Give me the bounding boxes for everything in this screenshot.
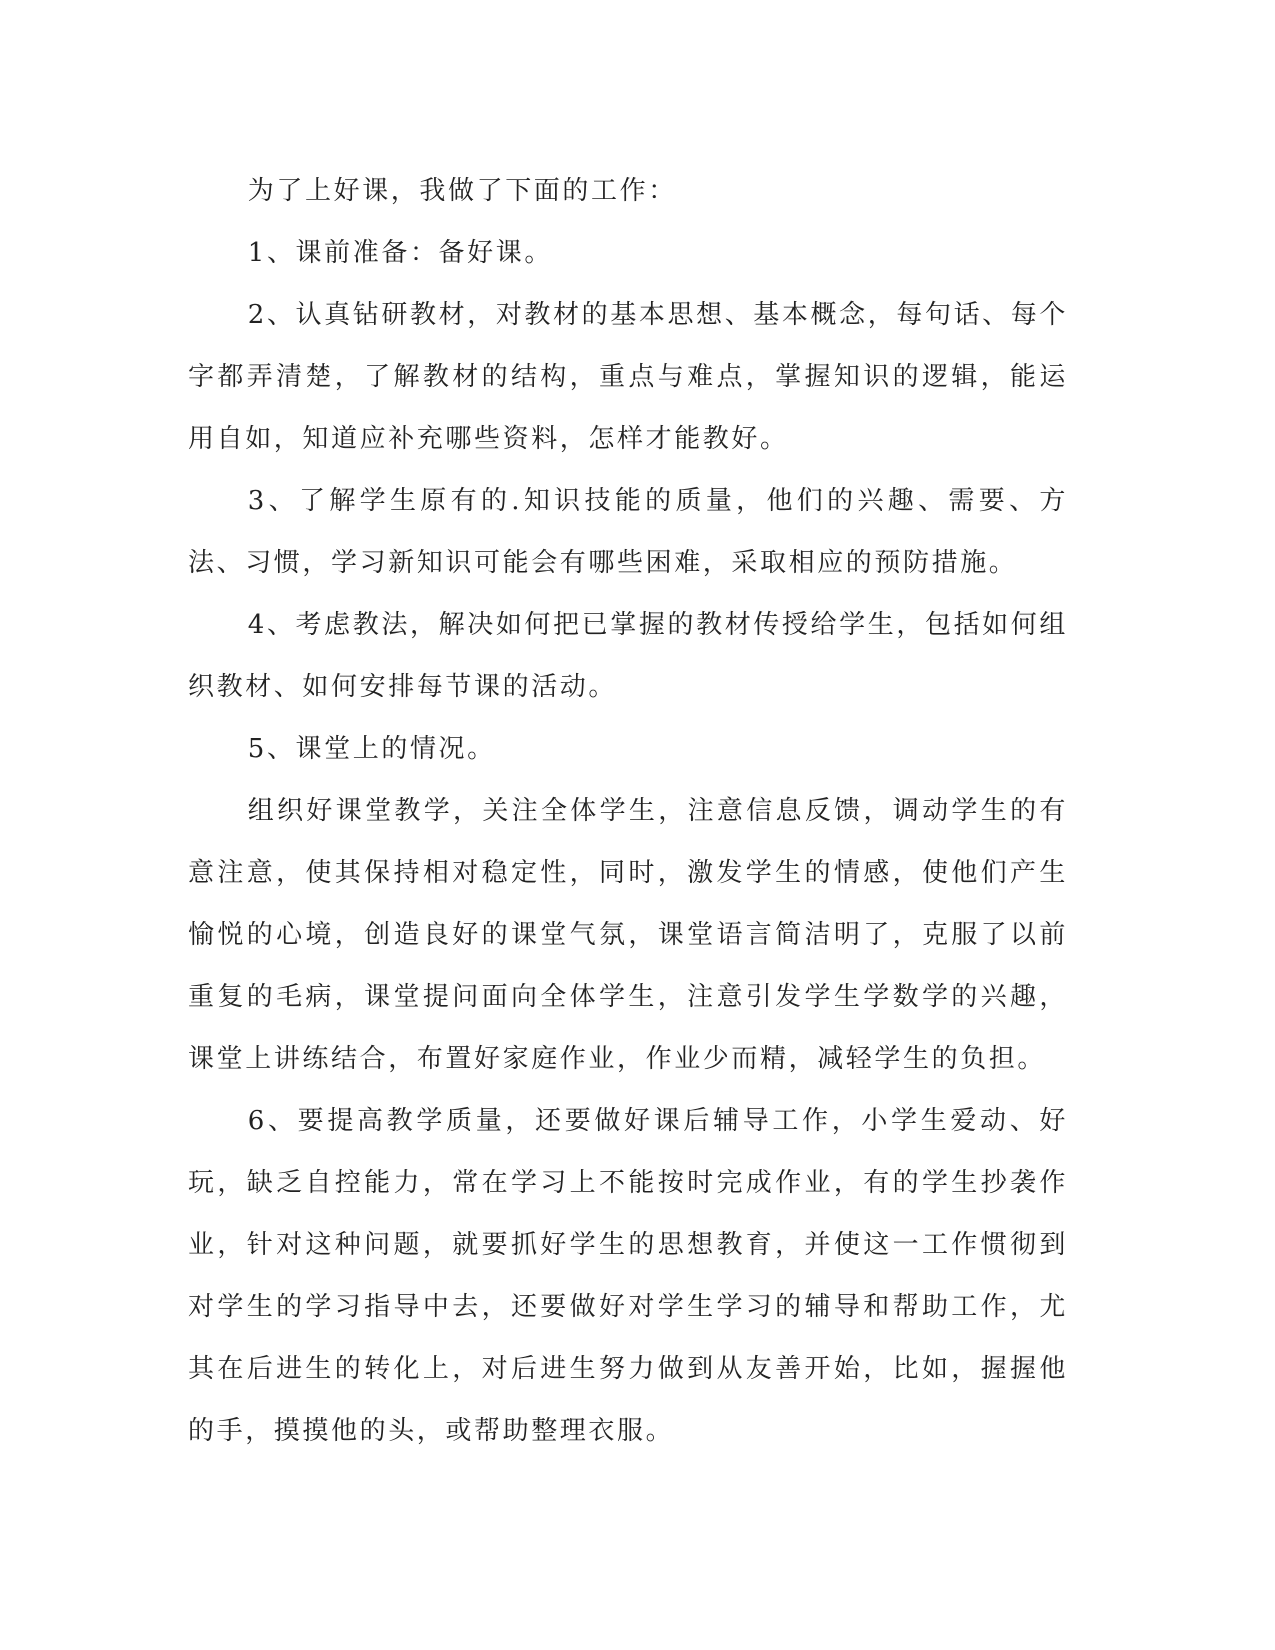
paragraph-item-4: 4、考虑教法，解决如何把已掌握的教材传授给学生，包括如何组织教材、如何安排每节课的活动。 [188,610,1068,702]
paragraph-intro: 为了上好课，我做了下面的工作： [247,176,677,206]
paragraph-classroom: 组织好课堂教学，关注全体学生，注意信息反馈，调动学生的有意注意，使其保持相对稳定性，同时，激发学生的情感，使他们产生愉悦的心境，创造良好的课堂气氛，课堂语言简洁明了，克服了以前重复的毛病，课堂提问面向全体学生，注意引发学生学数学的兴趣，课堂上讲练结合，布置好家庭作业，作业少而精，减轻学生的负担。 [188,796,1068,1074]
paragraph-item-5: 5、课堂上的情况。 [247,734,496,764]
paragraph-item-6: 6、要提高教学质量，还要做好课后辅导工作，小学生爱动、好玩，缺乏自控能力，常在学习上不能按时完成作业，有的学生抄袭作业，针对这种问题，就要抓好学生的思想教育，并使这一工作惯彻到对学生的学习指导中去，还要做好对学生学习的辅导和帮助工作，尤其在后进生的转化上，对后进生努力做到从友善开始，比如，握握他的手，摸摸他的头，或帮助整理衣服。 [188,1106,1068,1446]
document-body [188,160,1068,1462]
paragraph-item-1: 1、课前准备：备好课。 [247,238,553,268]
paragraph-item-3: 3、了解学生原有的.知识技能的质量，他们的兴趣、需要、方法、习惯，学习新知识可能会有哪些困难，采取相应的预防措施。 [188,486,1068,578]
paragraph-item-2: 2、认真钻研教材，对教材的基本思想、基本概念，每句话、每个字都弄清楚，了解教材的结构，重点与难点，掌握知识的逻辑，能运用自如，知道应补充哪些资料，怎样才能教好。 [188,300,1068,454]
